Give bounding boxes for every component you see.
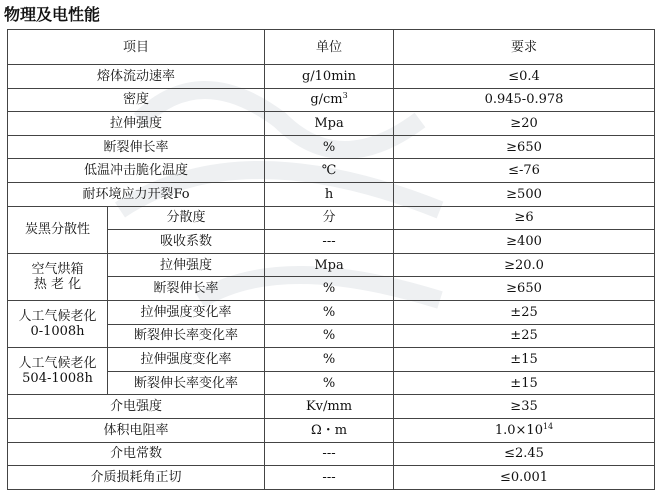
subitem-cell: 断裂伸长率 bbox=[108, 277, 265, 301]
table-row bbox=[8, 112, 655, 136]
table-row bbox=[8, 466, 655, 490]
requirement-cell: ≤0.4 bbox=[394, 65, 655, 89]
unit-cell: ℃ bbox=[265, 159, 394, 183]
unit-cell: % bbox=[265, 300, 394, 324]
table-row bbox=[8, 418, 655, 442]
subitem-cell: 断裂伸长率变化率 bbox=[108, 324, 265, 348]
properties-table bbox=[7, 29, 655, 490]
unit-cell: % bbox=[265, 135, 394, 159]
subitem-cell: 吸收系数 bbox=[108, 230, 265, 254]
item-cell: 熔体流动速率 bbox=[8, 65, 265, 89]
requirement-cell: ≥400 bbox=[394, 230, 655, 254]
table-row bbox=[8, 253, 655, 277]
group-label-line: 504-1008h bbox=[22, 371, 93, 387]
requirement-cell: ≥650 bbox=[394, 135, 655, 159]
table-row bbox=[8, 65, 655, 89]
group-label-weathering-504-1008h bbox=[8, 348, 108, 395]
header-unit: 单位 bbox=[265, 30, 394, 65]
unit-cell: Ω・m bbox=[265, 418, 394, 442]
item-cell: 密度 bbox=[8, 88, 265, 112]
item-cell: 体积电阻率 bbox=[8, 418, 265, 442]
page-title: 物理及电性能 bbox=[4, 5, 101, 24]
unit-cell: g/10min bbox=[265, 65, 394, 89]
table-row bbox=[8, 442, 655, 466]
group-label-line: 炭黑分散性 bbox=[24, 222, 90, 238]
requirement-cell bbox=[394, 418, 655, 442]
requirement-cell: ≥20 bbox=[394, 112, 655, 136]
requirement-cell: ≤2.45 bbox=[394, 442, 655, 466]
subitem-cell: 断裂伸长率变化率 bbox=[108, 371, 265, 395]
group-label-line: 热 老 化 bbox=[33, 276, 82, 292]
requirement-cell: ±25 bbox=[394, 324, 655, 348]
unit-cell: --- bbox=[265, 442, 394, 466]
unit-cell: Kv/mm bbox=[265, 395, 394, 419]
unit-cell bbox=[265, 88, 394, 112]
unit-superscript: 3 bbox=[342, 91, 348, 101]
requirement-cell: 0.945-0.978 bbox=[394, 88, 655, 112]
unit-cell: --- bbox=[265, 230, 394, 254]
requirement-cell: ≥20.0 bbox=[394, 253, 655, 277]
table-row bbox=[8, 88, 655, 112]
unit-cell: % bbox=[265, 371, 394, 395]
group-label-line: 0-1008h bbox=[30, 324, 85, 340]
item-cell: 拉伸强度 bbox=[8, 112, 265, 136]
unit-cell: % bbox=[265, 277, 394, 301]
subitem-cell: 分散度 bbox=[108, 206, 265, 230]
table-row bbox=[8, 159, 655, 183]
unit-cell: --- bbox=[265, 466, 394, 490]
item-cell: 耐环境应力开裂Fo bbox=[8, 182, 265, 206]
item-cell: 低温冲击脆化温度 bbox=[8, 159, 265, 183]
subitem-cell: 拉伸强度变化率 bbox=[108, 348, 265, 372]
requirement-cell: ±25 bbox=[394, 300, 655, 324]
requirement-cell: ≤0.001 bbox=[394, 466, 655, 490]
table-row bbox=[8, 206, 655, 230]
header-requirement: 要求 bbox=[394, 30, 655, 65]
unit-cell: 分 bbox=[265, 206, 394, 230]
table-header-row bbox=[8, 30, 655, 65]
group-label-line: 人工气候老化 bbox=[18, 309, 97, 325]
header-item: 项目 bbox=[8, 30, 265, 65]
requirement-cell: ±15 bbox=[394, 371, 655, 395]
unit-cell: % bbox=[265, 324, 394, 348]
table-row bbox=[8, 135, 655, 159]
subitem-cell: 拉伸强度变化率 bbox=[108, 300, 265, 324]
table-row bbox=[8, 182, 655, 206]
table-row bbox=[8, 300, 655, 324]
table-row bbox=[8, 395, 655, 419]
unit-text: g/cm bbox=[310, 92, 343, 108]
requirement-superscript: 14 bbox=[542, 421, 554, 431]
requirement-cell: ±15 bbox=[394, 348, 655, 372]
group-label-line: 人工气候老化 bbox=[18, 356, 97, 372]
item-cell: 介电强度 bbox=[8, 395, 265, 419]
item-cell: 介电常数 bbox=[8, 442, 265, 466]
requirement-cell: ≥35 bbox=[394, 395, 655, 419]
requirement-text: 1.0×10 bbox=[494, 422, 543, 438]
table-row bbox=[8, 348, 655, 372]
requirement-cell: ≤-76 bbox=[394, 159, 655, 183]
subitem-cell: 拉伸强度 bbox=[108, 253, 265, 277]
requirement-cell: ≥6 bbox=[394, 206, 655, 230]
group-label-carbon-black bbox=[8, 206, 108, 253]
unit-cell: Mpa bbox=[265, 253, 394, 277]
item-cell: 断裂伸长率 bbox=[8, 135, 265, 159]
requirement-cell: ≥500 bbox=[394, 182, 655, 206]
group-label-oven-aging bbox=[8, 253, 108, 300]
item-cell: 介质损耗角正切 bbox=[8, 466, 265, 490]
group-label-line: 空气烘箱 bbox=[31, 261, 84, 277]
unit-cell: h bbox=[265, 182, 394, 206]
unit-cell: Mpa bbox=[265, 112, 394, 136]
unit-cell: % bbox=[265, 348, 394, 372]
requirement-cell: ≥650 bbox=[394, 277, 655, 301]
group-label-weathering-0-1008h bbox=[8, 300, 108, 347]
